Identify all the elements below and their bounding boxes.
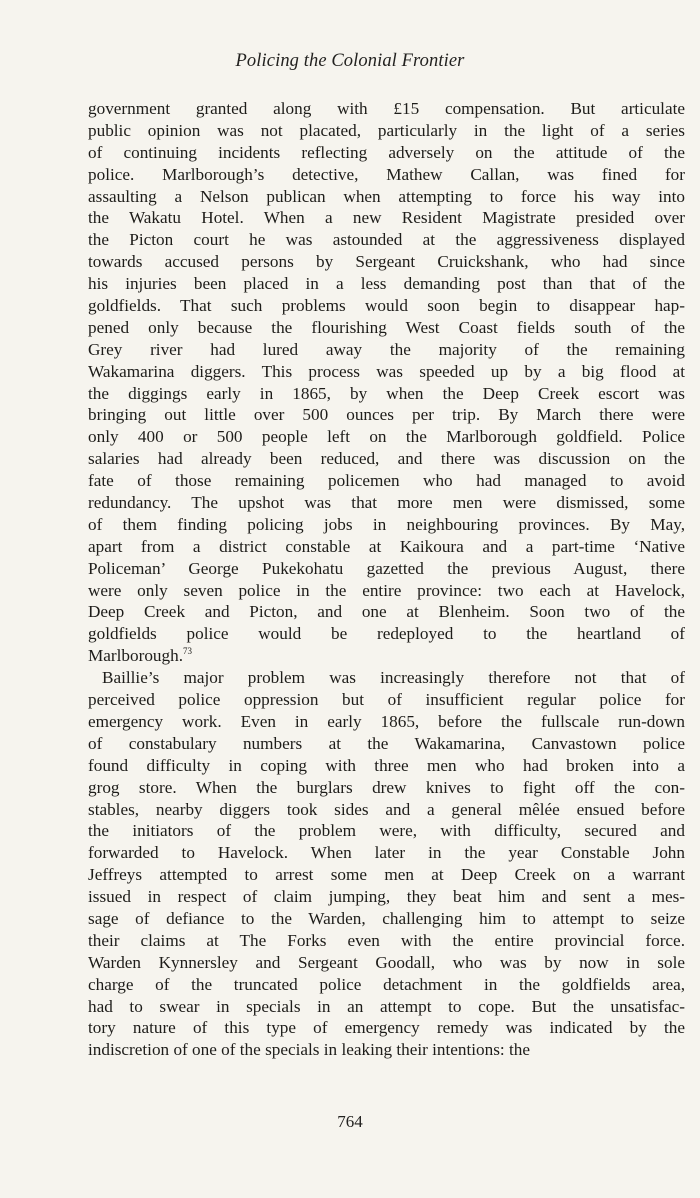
text-line: pened only because the flourishing West Coast fields south of the [88, 317, 685, 337]
text-line: found difficulty in coping with three men who had broken into a [88, 755, 685, 775]
text-line: the Picton court he was astounded at the aggressiveness displayed [88, 230, 685, 250]
text-line: Baillie’s major problem was increasingly therefore not that of [102, 668, 685, 688]
text-line: grog store. When the burglars drew knives to fight off the con- [88, 777, 685, 797]
text-line: Jeffreys attempted to arrest some men at Deep Creek on a warrant [88, 865, 685, 885]
text-line: Grey river had lured away the majority of the remaining [88, 339, 685, 359]
text-line: the Wakatu Hotel. When a new Resident Magistrate presided over [88, 208, 685, 228]
text-line: bringing out little over 500 ounces per trip. By March there were [88, 405, 685, 425]
text-line: Wakamarina diggers. This process was speeded up by a big flood at [88, 361, 685, 381]
text-line: police. Marlborough’s detective, Mathew Callan, was fined for [88, 164, 685, 184]
text-line: apart from a district constable at Kaikoura and a part-time ‘Native [88, 536, 685, 556]
text-line: their claims at The Forks even with the entire provincial force. [88, 930, 685, 950]
text-line: Warden Kynnersley and Sergeant Goodall, who was by now in sole [88, 952, 685, 972]
paragraph [88, 667, 685, 1061]
text-line: the initiators of the problem were, with difficulty, secured and [88, 821, 685, 841]
body-text [88, 98, 685, 1061]
text-line: of them finding policing jobs in neighbouring provinces. By May, [88, 514, 685, 534]
text-line: had to swear in specials in an attempt to cope. But the unsatisfac- [88, 996, 685, 1016]
text-line: indiscretion of one of the specials in leaking their intentions: the [88, 1040, 530, 1060]
text-line: Marlborough.$^{73}$ [88, 646, 192, 666]
text-line: salaries had already been reduced, and there was discussion on the [88, 449, 685, 469]
text-line: public opinion was not placated, particularly in the light of a series [88, 120, 685, 140]
footnote-reference[interactable]: 73 [183, 646, 192, 657]
text-line: the diggings early in 1865, by when the Deep Creek escort was [88, 383, 685, 403]
text-line: were only seven police in the entire province: two each at Havelock, [88, 580, 685, 600]
text-line: assaulting a Nelson publican when attempting to force his way into [88, 186, 685, 206]
text-line: of constabulary numbers at the Wakamarina, Canvastown police [88, 733, 685, 753]
text-line: stables, nearby diggers took sides and a general mêlée ensued before [88, 799, 685, 819]
text-line: Policeman’ George Pukekohatu gazetted the previous August, there [88, 558, 685, 578]
text-line: redundancy. The upshot was that more men were dismissed, some [88, 493, 685, 513]
text-line: tory nature of this type of emergency remedy was indicated by the [88, 1018, 685, 1038]
text-line: goldfields. That such problems would soon begin to disappear hap- [88, 296, 685, 316]
text-line: fate of those remaining policemen who had managed to avoid [88, 471, 685, 491]
text-line: issued in respect of claim jumping, they beat him and sent a mes- [88, 887, 685, 907]
text-line: of continuing incidents reflecting adversely on the attitude of the [88, 142, 685, 162]
text-line: charge of the truncated police detachment in the goldfields area, [88, 974, 685, 994]
running-head: Policing the Colonial Frontier [235, 51, 465, 71]
text-line: his injuries been placed in a less demanding post than that of the [88, 274, 685, 294]
text-line: Deep Creek and Picton, and one at Blenheim. Soon two of the [88, 602, 685, 622]
text-line: sage of defiance to the Warden, challenging him to attempt to seize [88, 908, 685, 928]
page-number: 764 [337, 1112, 363, 1131]
paragraph [88, 98, 685, 667]
text-line: only 400 or 500 people left on the Marlborough goldfield. Police [88, 427, 685, 447]
text-line: government granted along with £15 compensation. But articulate [88, 99, 685, 118]
text-line: emergency work. Even in early 1865, before the fullscale run-down [88, 711, 685, 731]
text-line: goldfields police would be redeployed to the heartland of [88, 624, 685, 644]
text-line: perceived police oppression but of insufficient regular police for [88, 690, 685, 710]
text-line: towards accused persons by Sergeant Cruickshank, who had since [88, 252, 685, 272]
text-line: forwarded to Havelock. When later in the year Constable John [88, 843, 685, 863]
